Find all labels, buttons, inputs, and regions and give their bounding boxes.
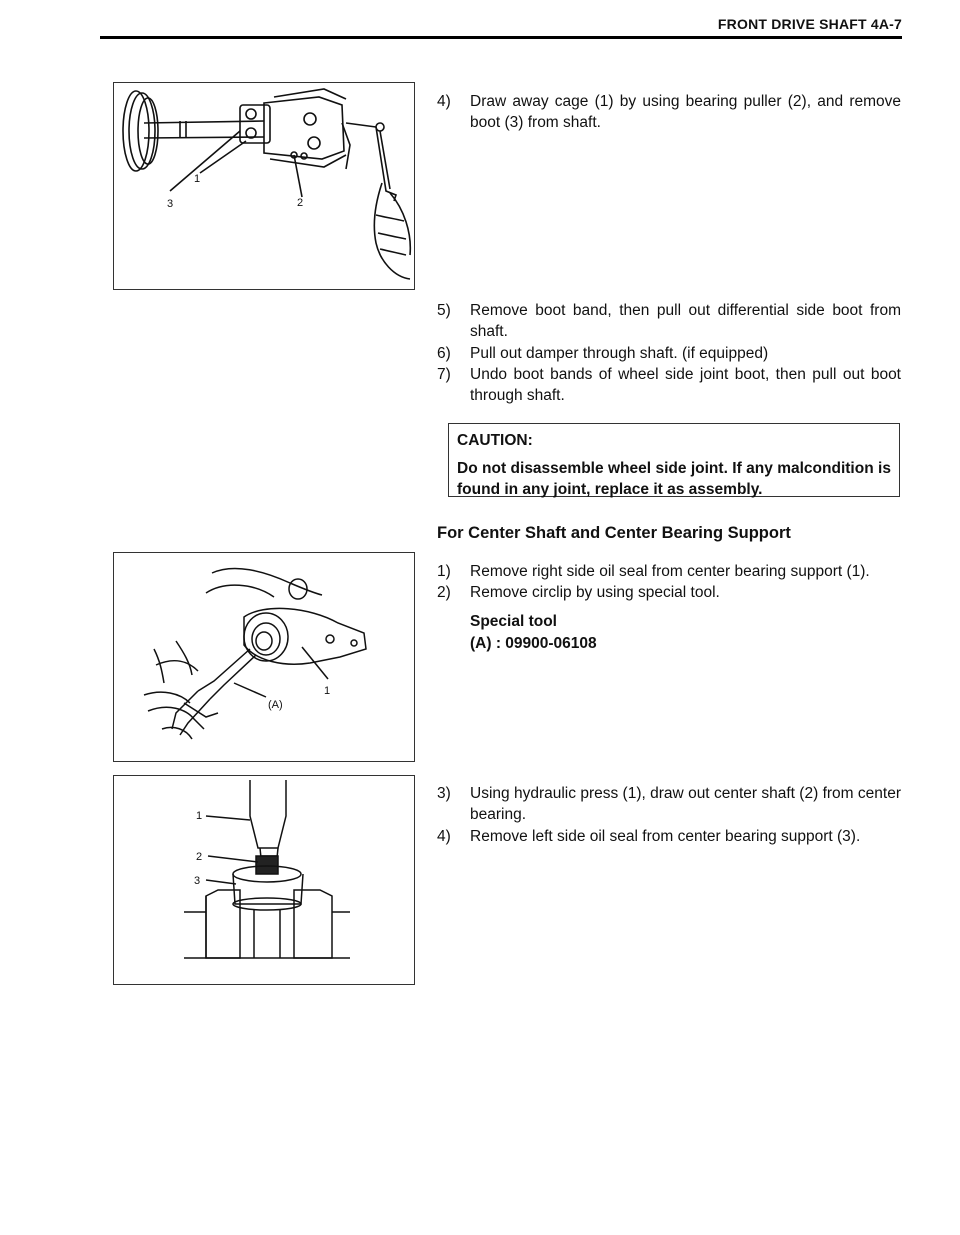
step-6 xyxy=(437,343,901,364)
step-5 xyxy=(437,300,901,342)
fig3-label-1: 1 xyxy=(196,810,203,822)
caution-body: Do not disassemble wheel side joint. If any malcondition is found in any joint, replace it as assembly. xyxy=(457,460,891,498)
page-header-title: FRONT DRIVE SHAFT 4A-7 xyxy=(717,16,902,32)
step-number: 3) xyxy=(437,785,451,802)
caution-title: CAUTION: xyxy=(457,432,533,449)
step-7 xyxy=(437,364,901,406)
figure-hydraulic-press xyxy=(113,775,415,985)
step-b-1 xyxy=(437,561,901,582)
fig1-label-1: 1 xyxy=(194,173,201,185)
step-number: 1) xyxy=(437,563,451,580)
step-text: Remove left side oil seal from center bearing support (3). xyxy=(470,828,861,845)
figure-circlip-removal xyxy=(113,552,415,762)
fig2-label-1: 1 xyxy=(324,685,331,697)
caution-box xyxy=(448,423,900,497)
step-number: 4) xyxy=(437,828,451,845)
fig1-label-3: 3 xyxy=(167,198,174,210)
bearing-puller-illustration xyxy=(114,83,414,289)
special-tool-block xyxy=(470,611,597,655)
step-number: 5) xyxy=(437,302,451,319)
step-text: Remove right side oil seal from center bearing support (1). xyxy=(470,563,870,580)
step-c-4 xyxy=(437,826,901,847)
hydraulic-press-illustration xyxy=(114,776,414,984)
figure-bearing-puller xyxy=(113,82,415,290)
section-heading: For Center Shaft and Center Bearing Support xyxy=(437,524,791,542)
step-number: 2) xyxy=(437,584,451,601)
step-text: Draw away cage (1) by using bearing puller (2), and remove boot (3) from shaft. xyxy=(470,93,901,131)
special-tool-label: Special tool xyxy=(470,613,557,630)
step-b-2 xyxy=(437,582,901,603)
step-text: Pull out damper through shaft. (if equipped) xyxy=(470,345,769,362)
step-text: Using hydraulic press (1), draw out center shaft (2) from center bearing. xyxy=(470,785,901,823)
step-text: Remove boot band, then pull out differential side boot from shaft. xyxy=(470,302,901,340)
step-number: 6) xyxy=(437,345,451,362)
special-tool-value: (A) : 09900-06108 xyxy=(470,635,597,652)
header-rule xyxy=(100,36,902,39)
step-4 xyxy=(437,91,901,133)
step-text: Undo boot bands of wheel side joint boot, then pull out boot through shaft. xyxy=(470,366,901,404)
step-number: 7) xyxy=(437,366,451,383)
step-number: 4) xyxy=(437,93,451,110)
fig3-label-2: 2 xyxy=(196,851,203,863)
fig1-label-2: 2 xyxy=(297,197,304,209)
step-c-3 xyxy=(437,783,901,825)
step-text: Remove circlip by using special tool. xyxy=(470,584,720,601)
circlip-removal-illustration xyxy=(114,553,414,761)
fig3-label-3: 3 xyxy=(194,875,201,887)
fig2-label-A: (A) xyxy=(268,699,283,711)
